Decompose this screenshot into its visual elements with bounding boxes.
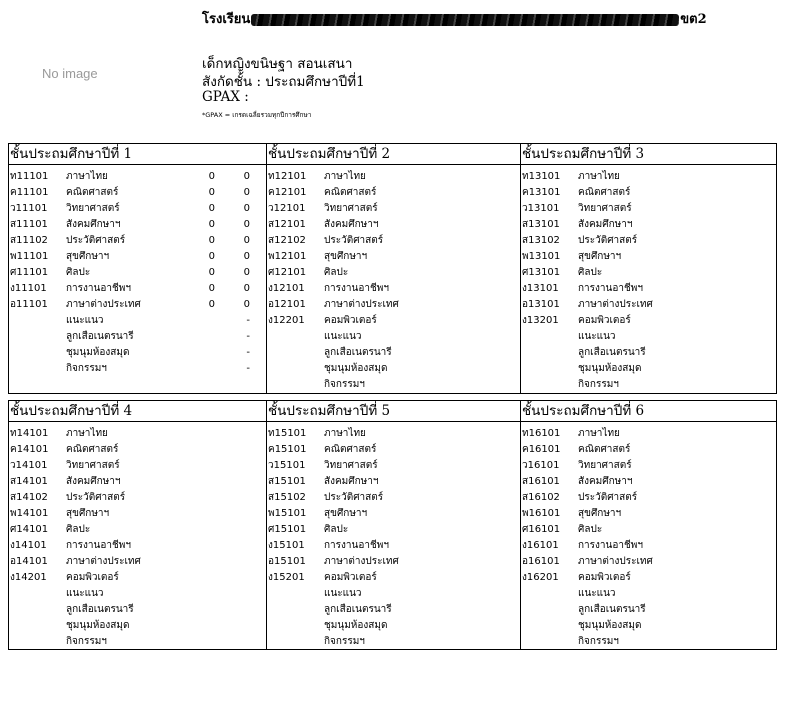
- subject-name: สังคมศึกษาฯ: [324, 476, 379, 487]
- subject-code: ส11102: [10, 235, 48, 246]
- activity-row: [9, 329, 266, 345]
- activity-result: -: [246, 331, 250, 342]
- subject-list: [521, 426, 776, 650]
- subject-row: [9, 201, 266, 217]
- subject-name: สุขศึกษาฯ: [324, 251, 368, 262]
- subject-name: คณิตศาสตร์: [66, 444, 119, 455]
- subject-code: ค14101: [10, 444, 49, 455]
- subject-name: สังคมศึกษาฯ: [578, 476, 633, 487]
- subject-code: ส16101: [522, 476, 560, 487]
- subject-code: พ13101: [522, 251, 561, 262]
- subject-code: ส12101: [268, 219, 306, 230]
- subject-code: ท11101: [10, 171, 49, 182]
- subject-name: คณิตศาสตร์: [324, 444, 377, 455]
- subject-code: ง12201: [268, 315, 305, 326]
- grade-semester-1: 0: [208, 219, 215, 230]
- activity-name: แนะแนว: [66, 588, 104, 599]
- year-panel-5: [266, 401, 520, 649]
- subject-name: วิทยาศาสตร์: [578, 460, 632, 471]
- grade-semester-1: 0: [208, 235, 215, 246]
- report-header: [0, 0, 808, 140]
- activity-name: แนะแนว: [578, 331, 616, 342]
- subject-name: ภาษาต่างประเทศ: [578, 299, 653, 310]
- subject-name: ประวัติศาสตร์: [66, 492, 126, 503]
- activity-name: ลูกเสือเนตรนารี: [66, 331, 134, 342]
- activity-row: [521, 377, 776, 393]
- subject-name: ศิลปะ: [66, 524, 91, 535]
- subject-name: คอมพิวเตอร์: [324, 315, 377, 326]
- subject-row: [267, 474, 520, 490]
- subject-name: วิทยาศาสตร์: [324, 203, 378, 214]
- activity-result: -: [246, 315, 250, 326]
- subject-name: ประวัติศาสตร์: [324, 492, 384, 503]
- subject-row: [521, 217, 776, 233]
- subject-code: พ12101: [268, 251, 307, 262]
- activity-row: [521, 634, 776, 650]
- activity-row: [267, 602, 520, 618]
- subject-code: ว15101: [268, 460, 306, 471]
- subject-row: [521, 554, 776, 570]
- subject-row: [9, 554, 266, 570]
- subject-code: ศ16101: [522, 524, 561, 535]
- grade-table-row-1: [8, 143, 777, 394]
- grade-semester-1: 0: [208, 267, 215, 278]
- activity-row: [521, 361, 776, 377]
- subject-row: [267, 265, 520, 281]
- subject-name: ภาษาต่างประเทศ: [66, 299, 141, 310]
- subject-code: ส14102: [10, 492, 48, 503]
- subject-code: ง15101: [268, 540, 305, 551]
- subject-code: อ14101: [10, 556, 48, 567]
- subject-name: ประวัติศาสตร์: [66, 235, 126, 246]
- subject-name: ภาษาไทย: [66, 171, 108, 182]
- subject-name: สุขศึกษาฯ: [66, 251, 110, 262]
- subject-row: [267, 442, 520, 458]
- subject-row: [267, 201, 520, 217]
- subject-name: สุขศึกษาฯ: [578, 251, 622, 262]
- grade-semester-2: 0: [243, 171, 250, 182]
- subject-name: สุขศึกษาฯ: [578, 508, 622, 519]
- activity-row: [521, 586, 776, 602]
- subject-name: การงานอาชีพฯ: [578, 540, 643, 551]
- subject-row: [521, 570, 776, 586]
- subject-row: [9, 442, 266, 458]
- subject-name: ภาษาต่างประเทศ: [578, 556, 653, 567]
- subject-code: ค16101: [522, 444, 561, 455]
- subject-code: ศ14101: [10, 524, 49, 535]
- subject-code: ง16101: [522, 540, 559, 551]
- subject-name: การงานอาชีพฯ: [578, 283, 643, 294]
- grade-semester-2: 0: [243, 283, 250, 294]
- subject-row: [521, 474, 776, 490]
- subject-code: ง14201: [10, 572, 47, 583]
- subject-row: [9, 474, 266, 490]
- subject-row: [9, 169, 266, 185]
- year-title: ชั้นประถมศึกษาปีที่ 1: [9, 144, 266, 165]
- subject-row: [267, 554, 520, 570]
- subject-code: ง13101: [522, 283, 559, 294]
- activity-name: ชุมนุมห้องสมุด: [66, 347, 130, 358]
- subject-row: [9, 570, 266, 586]
- subject-row: [9, 522, 266, 538]
- subject-code: ง11101: [10, 283, 47, 294]
- subject-row: [9, 490, 266, 506]
- subject-row: [521, 506, 776, 522]
- subject-code: ว16101: [522, 460, 560, 471]
- grade-table-row-2: [8, 400, 777, 650]
- subject-code: ท12101: [268, 171, 307, 182]
- subject-code: อ16101: [522, 556, 560, 567]
- subject-name: การงานอาชีพฯ: [324, 283, 389, 294]
- subject-name: ศิลปะ: [578, 524, 603, 535]
- student-name: เด็กหญิงขนิษฐา สอนเสนา: [202, 56, 353, 72]
- subject-code: ศ15101: [268, 524, 307, 535]
- subject-code: ง15201: [268, 572, 305, 583]
- activity-name: แนะแนว: [324, 331, 362, 342]
- subject-row: [267, 490, 520, 506]
- subject-row: [9, 281, 266, 297]
- subject-name: ภาษาต่างประเทศ: [324, 556, 399, 567]
- subject-code: อ11101: [10, 299, 48, 310]
- activity-row: [267, 377, 520, 393]
- activity-name: กิจกรรมฯ: [66, 363, 107, 374]
- activity-name: ลูกเสือเนตรนารี: [578, 604, 646, 615]
- subject-name: คอมพิวเตอร์: [66, 572, 119, 583]
- activity-row: [267, 345, 520, 361]
- subject-row: [521, 185, 776, 201]
- subject-name: คณิตศาสตร์: [324, 187, 377, 198]
- subject-name: คอมพิวเตอร์: [578, 315, 631, 326]
- school-name: [202, 8, 707, 29]
- year-title: ชั้นประถมศึกษาปีที่ 3: [521, 144, 776, 165]
- activity-row: [9, 361, 266, 377]
- subject-name: ภาษาไทย: [578, 171, 620, 182]
- subject-code: ท16101: [522, 428, 561, 439]
- subject-name: ศิลปะ: [578, 267, 603, 278]
- school-suffix: ขต2: [680, 12, 707, 27]
- grade-semester-1: 0: [208, 203, 215, 214]
- subject-name: ภาษาต่างประเทศ: [324, 299, 399, 310]
- grade-semester-2: 0: [243, 187, 250, 198]
- grade-semester-1: 0: [208, 299, 215, 310]
- activity-name: กิจกรรมฯ: [578, 636, 619, 647]
- subject-row: [521, 538, 776, 554]
- redacted-school-name: [251, 14, 679, 26]
- subject-name: วิทยาศาสตร์: [66, 460, 120, 471]
- subject-code: ง12101: [268, 283, 305, 294]
- subject-code: ว13101: [522, 203, 560, 214]
- activity-name: ชุมนุมห้องสมุด: [324, 363, 388, 374]
- subject-row: [267, 426, 520, 442]
- subject-name: คณิตศาสตร์: [578, 444, 631, 455]
- subject-name: การงานอาชีพฯ: [66, 540, 131, 551]
- activity-name: แนะแนว: [324, 588, 362, 599]
- grade-semester-2: 0: [243, 251, 250, 262]
- activity-result: -: [246, 347, 250, 358]
- subject-code: ค12101: [268, 187, 307, 198]
- subject-code: ส15101: [268, 476, 306, 487]
- grade-semester-2: 0: [243, 299, 250, 310]
- subject-row: [9, 233, 266, 249]
- student-photo-placeholder: No image: [42, 66, 98, 81]
- subject-list: [9, 169, 266, 377]
- subject-name: คณิตศาสตร์: [578, 187, 631, 198]
- subject-name: ภาษาไทย: [324, 428, 366, 439]
- subject-code: ส11101: [10, 219, 48, 230]
- subject-code: ค15101: [268, 444, 307, 455]
- subject-list: [267, 169, 520, 393]
- subject-code: อ15101: [268, 556, 306, 567]
- activity-row: [267, 618, 520, 634]
- subject-name: สังคมศึกษาฯ: [66, 476, 121, 487]
- subject-name: สังคมศึกษาฯ: [66, 219, 121, 230]
- subject-code: พ14101: [10, 508, 49, 519]
- activity-result: -: [246, 363, 250, 374]
- subject-row: [521, 442, 776, 458]
- subject-name: สังคมศึกษาฯ: [578, 219, 633, 230]
- subject-code: ส15102: [268, 492, 306, 503]
- subject-row: [267, 522, 520, 538]
- subject-code: ท15101: [268, 428, 307, 439]
- subject-row: [267, 570, 520, 586]
- subject-name: ประวัติศาสตร์: [324, 235, 384, 246]
- subject-row: [267, 169, 520, 185]
- activity-name: กิจกรรมฯ: [324, 379, 365, 390]
- grade-semester-2: 0: [243, 235, 250, 246]
- grade-semester-1: 0: [208, 251, 215, 262]
- subject-code: ว12101: [268, 203, 306, 214]
- activity-row: [521, 602, 776, 618]
- subject-code: พ16101: [522, 508, 561, 519]
- subject-name: ภาษาไทย: [578, 428, 620, 439]
- subject-code: พ11101: [10, 251, 49, 262]
- grade-semester-1: 0: [208, 283, 215, 294]
- year-title: ชั้นประถมศึกษาปีที่ 2: [267, 144, 520, 165]
- subject-row: [521, 265, 776, 281]
- subject-row: [267, 506, 520, 522]
- subject-name: วิทยาศาสตร์: [324, 460, 378, 471]
- activity-row: [267, 329, 520, 345]
- activity-name: ลูกเสือเนตรนารี: [66, 604, 134, 615]
- activity-row: [9, 634, 266, 650]
- grade-semester-2: 0: [243, 267, 250, 278]
- subject-code: ง14101: [10, 540, 47, 551]
- subject-code: ท13101: [522, 171, 561, 182]
- subject-list: [9, 426, 266, 650]
- subject-row: [521, 281, 776, 297]
- grade-semester-2: 0: [243, 219, 250, 230]
- activity-name: แนะแนว: [66, 315, 104, 326]
- subject-row: [521, 201, 776, 217]
- grade-semester-2: 0: [243, 203, 250, 214]
- subject-code: ส13101: [522, 219, 560, 230]
- activity-name: ชุมนุมห้องสมุด: [324, 620, 388, 631]
- subject-name: คอมพิวเตอร์: [324, 572, 377, 583]
- subject-code: ส14101: [10, 476, 48, 487]
- year-panel-3: [520, 144, 776, 393]
- subject-list: [267, 426, 520, 650]
- year-panel-6: [520, 401, 776, 649]
- activity-name: กิจกรรมฯ: [578, 379, 619, 390]
- activity-name: แนะแนว: [578, 588, 616, 599]
- year-panel-2: [266, 144, 520, 393]
- activity-name: ลูกเสือเนตรนารี: [578, 347, 646, 358]
- subject-row: [267, 297, 520, 313]
- subject-code: ศ12101: [268, 267, 307, 278]
- subject-row: [9, 426, 266, 442]
- year-title: ชั้นประถมศึกษาปีที่ 4: [9, 401, 266, 422]
- activity-row: [9, 586, 266, 602]
- subject-row: [267, 249, 520, 265]
- activity-row: [521, 329, 776, 345]
- subject-row: [267, 233, 520, 249]
- activity-row: [9, 313, 266, 329]
- activity-name: กิจกรรมฯ: [324, 636, 365, 647]
- subject-row: [9, 458, 266, 474]
- activity-name: ลูกเสือเนตรนารี: [324, 347, 392, 358]
- school-prefix: โรงเรียน: [202, 12, 251, 27]
- class-level: สังกัดชั้น : ประถมศึกษาปีที่1: [202, 74, 365, 90]
- grade-semester-1: 0: [208, 171, 215, 182]
- subject-row: [521, 249, 776, 265]
- subject-row: [9, 249, 266, 265]
- subject-code: ส12102: [268, 235, 306, 246]
- subject-row: [9, 538, 266, 554]
- subject-name: คอมพิวเตอร์: [578, 572, 631, 583]
- activity-row: [9, 602, 266, 618]
- subject-row: [521, 426, 776, 442]
- subject-code: อ12101: [268, 299, 306, 310]
- activity-row: [9, 345, 266, 361]
- activity-name: ชุมนุมห้องสมุด: [66, 620, 130, 631]
- subject-name: ศิลปะ: [66, 267, 91, 278]
- year-panel-4: [9, 401, 266, 649]
- subject-code: อ13101: [522, 299, 560, 310]
- subject-row: [521, 458, 776, 474]
- activity-row: [267, 634, 520, 650]
- subject-name: ประวัติศาสตร์: [578, 235, 638, 246]
- activity-row: [9, 618, 266, 634]
- subject-name: การงานอาชีพฯ: [66, 283, 131, 294]
- activity-name: กิจกรรมฯ: [66, 636, 107, 647]
- subject-name: ประวัติศาสตร์: [578, 492, 638, 503]
- year-title: ชั้นประถมศึกษาปีที่ 6: [521, 401, 776, 422]
- subject-name: วิทยาศาสตร์: [578, 203, 632, 214]
- subject-row: [267, 538, 520, 554]
- grade-semester-1: 0: [208, 187, 215, 198]
- subject-code: พ15101: [268, 508, 307, 519]
- subject-row: [9, 265, 266, 281]
- subject-name: ศิลปะ: [324, 524, 349, 535]
- subject-row: [267, 185, 520, 201]
- subject-code: ง13201: [522, 315, 559, 326]
- subject-name: สุขศึกษาฯ: [324, 508, 368, 519]
- gpax-footnote: *GPAX = เกรดเฉลี่ยรวมทุกปีการศึกษา: [202, 111, 312, 119]
- subject-name: คณิตศาสตร์: [66, 187, 119, 198]
- subject-row: [521, 313, 776, 329]
- activity-name: ลูกเสือเนตรนารี: [324, 604, 392, 615]
- subject-name: ศิลปะ: [324, 267, 349, 278]
- subject-name: วิทยาศาสตร์: [66, 203, 120, 214]
- subject-row: [267, 313, 520, 329]
- subject-name: ภาษาต่างประเทศ: [66, 556, 141, 567]
- subject-row: [521, 169, 776, 185]
- subject-row: [9, 185, 266, 201]
- subject-row: [521, 522, 776, 538]
- subject-row: [267, 458, 520, 474]
- year-title: ชั้นประถมศึกษาปีที่ 5: [267, 401, 520, 422]
- subject-name: ภาษาไทย: [324, 171, 366, 182]
- subject-list: [521, 169, 776, 393]
- subject-code: ส13102: [522, 235, 560, 246]
- subject-row: [267, 281, 520, 297]
- subject-code: ส16102: [522, 492, 560, 503]
- year-panel-1: [9, 144, 266, 393]
- subject-code: ศ13101: [522, 267, 561, 278]
- subject-name: ภาษาไทย: [66, 428, 108, 439]
- subject-row: [9, 297, 266, 313]
- subject-code: ท14101: [10, 428, 49, 439]
- gpax-label: GPAX :: [202, 89, 249, 105]
- subject-code: ง16201: [522, 572, 559, 583]
- activity-name: ชุมนุมห้องสมุด: [578, 363, 642, 374]
- subject-row: [9, 217, 266, 233]
- subject-row: [521, 297, 776, 313]
- activity-row: [521, 345, 776, 361]
- subject-row: [521, 233, 776, 249]
- subject-code: ว14101: [10, 460, 48, 471]
- subject-code: ค13101: [522, 187, 561, 198]
- activity-name: ชุมนุมห้องสมุด: [578, 620, 642, 631]
- subject-name: การงานอาชีพฯ: [324, 540, 389, 551]
- activity-row: [521, 618, 776, 634]
- subject-code: ศ11101: [10, 267, 49, 278]
- activity-row: [267, 361, 520, 377]
- activity-row: [267, 586, 520, 602]
- subject-row: [267, 217, 520, 233]
- subject-name: สุขศึกษาฯ: [66, 508, 110, 519]
- subject-row: [9, 506, 266, 522]
- subject-code: ค11101: [10, 187, 49, 198]
- subject-row: [521, 490, 776, 506]
- subject-name: สังคมศึกษาฯ: [324, 219, 379, 230]
- subject-code: ว11101: [10, 203, 48, 214]
